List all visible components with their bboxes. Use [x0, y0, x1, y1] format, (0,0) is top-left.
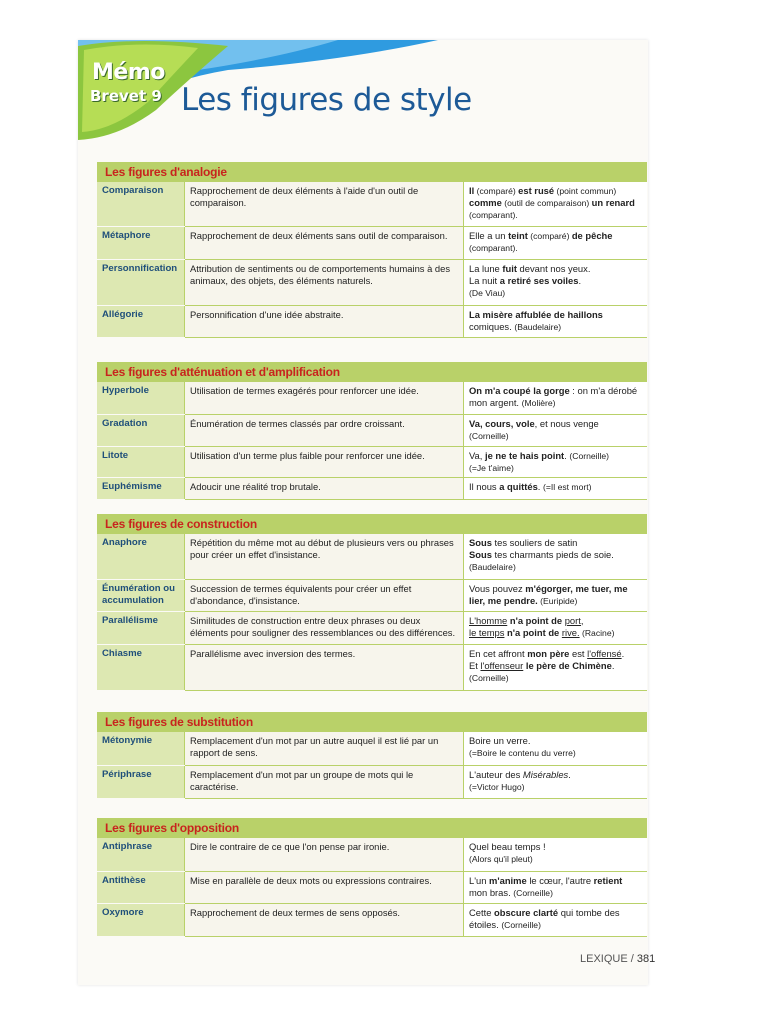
- example-cell: On m'a coupé la gorge : on m'a dérobé mon argent. (Molière): [464, 382, 648, 414]
- definition-cell: Remplacement d'un mot par un groupe de mots qui le caractérise.: [185, 765, 464, 798]
- section-title: Les figures d'atténuation et d'amplification: [97, 362, 647, 382]
- term-cell: Oxymore: [97, 903, 185, 936]
- term-cell: Antiphrase: [97, 838, 185, 871]
- table-row: [97, 871, 647, 903]
- section-title: Les figures de construction: [97, 514, 647, 534]
- example-cell: Elle a un teint (comparé) de pêche (comparant).: [464, 226, 648, 259]
- table-row: [97, 644, 647, 690]
- example-cell: Boire un verre. (=Boire le contenu du verre): [464, 732, 648, 765]
- page-title: Les figures de style: [181, 82, 472, 118]
- definition-cell: Utilisation d'un terme plus faible pour renforcer une idée.: [185, 446, 464, 477]
- section-opposition: [97, 818, 647, 937]
- table-row: [97, 765, 647, 798]
- example-cell: Vous pouvez m'égorger, me tuer, me lier, me pendre. (Euripide): [464, 579, 648, 611]
- term-cell: Parallélisme: [97, 611, 185, 644]
- section-analogie: [97, 162, 647, 338]
- table-row: [97, 732, 647, 765]
- figures-table: [97, 382, 647, 500]
- example-cell: Va, cours, vole, et nous venge (Corneille): [464, 414, 648, 446]
- table-row: [97, 259, 647, 305]
- page-footer: LEXIQUE / 381: [580, 953, 656, 965]
- figures-table: [97, 534, 647, 691]
- term-cell: Hyperbole: [97, 382, 185, 414]
- definition-cell: Remplacement d'un mot par un autre auquel il est lié par un rapport de sens.: [185, 732, 464, 765]
- term-cell: Anaphore: [97, 534, 185, 579]
- example-cell: Cette obscure clarté qui tombe des étoiles. (Corneille): [464, 903, 648, 936]
- table-row: [97, 446, 647, 477]
- page-number: 381: [636, 953, 656, 965]
- example-cell: Sous tes souliers de satin Sous tes charmants pieds de soie. (Baudelaire): [464, 534, 648, 579]
- section-title: Les figures d'analogie: [97, 162, 647, 182]
- table-row: [97, 903, 647, 936]
- term-cell: Litote: [97, 446, 185, 477]
- table-row: [97, 182, 647, 226]
- definition-cell: Rapprochement de deux éléments sans outil de comparaison.: [185, 226, 464, 259]
- table-row: [97, 477, 647, 499]
- figures-table: [97, 182, 647, 338]
- term-cell: Antithèse: [97, 871, 185, 903]
- section-attenuation-amplification: [97, 362, 647, 500]
- example-cell: Va, je ne te hais point. (Corneille) (=Je t'aime): [464, 446, 648, 477]
- table-row: [97, 305, 647, 337]
- definition-cell: Répétition du même mot au début de plusieurs vers ou phrases pour créer un effet d'insistance.: [185, 534, 464, 579]
- table-row: [97, 579, 647, 611]
- term-cell: Chiasme: [97, 644, 185, 690]
- example-cell: L'un m'anime le cœur, l'autre retient mon bras. (Corneille): [464, 871, 648, 903]
- definition-cell: Personnification d'une idée abstraite.: [185, 305, 464, 337]
- term-cell: Énumération ou accumulation: [97, 579, 185, 611]
- definition-cell: Adoucir une réalité trop brutale.: [185, 477, 464, 499]
- definition-cell: Dire le contraire de ce que l'on pense par ironie.: [185, 838, 464, 871]
- example-cell: Quel beau temps ! (Alors qu'il pleut): [464, 838, 648, 871]
- definition-cell: Similitudes de construction entre deux phrases ou deux éléments pour souligner des ressemblances ou des différences.: [185, 611, 464, 644]
- section-substitution: [97, 712, 647, 799]
- example-cell: L'auteur des Misérables. (=Victor Hugo): [464, 765, 648, 798]
- example-cell: La lune fuit devant nos yeux. La nuit a retiré ses voiles. (De Viau): [464, 259, 648, 305]
- definition-cell: Parallélisme avec inversion des termes.: [185, 644, 464, 690]
- footer-label: LEXIQUE: [580, 953, 628, 965]
- figures-table: [97, 838, 647, 937]
- table-row: [97, 838, 647, 871]
- section-construction: [97, 514, 647, 691]
- memo-badge: Mémo: [92, 60, 165, 85]
- definition-cell: Attribution de sentiments ou de comportements humains à des animaux, des objets, des éléments naturels.: [185, 259, 464, 305]
- example-cell: La misère affublée de haillons comiques. (Baudelaire): [464, 305, 648, 337]
- term-cell: Métaphore: [97, 226, 185, 259]
- table-row: [97, 226, 647, 259]
- definition-cell: Énumération de termes classés par ordre croissant.: [185, 414, 464, 446]
- definition-cell: Utilisation de termes exagérés pour renforcer une idée.: [185, 382, 464, 414]
- table-row: [97, 611, 647, 644]
- section-title: Les figures d'opposition: [97, 818, 647, 838]
- term-cell: Euphémisme: [97, 477, 185, 499]
- table-row: [97, 414, 647, 446]
- figures-table: [97, 732, 647, 799]
- section-title: Les figures de substitution: [97, 712, 647, 732]
- definition-cell: Rapprochement de deux termes de sens opposés.: [185, 903, 464, 936]
- term-cell: Allégorie: [97, 305, 185, 337]
- definition-cell: Rapprochement de deux éléments à l'aide d'un outil de comparaison.: [185, 182, 464, 226]
- term-cell: Métonymie: [97, 732, 185, 765]
- term-cell: Gradation: [97, 414, 185, 446]
- term-cell: Personnification: [97, 259, 185, 305]
- definition-cell: Succession de termes équivalents pour créer un effet d'abondance, d'insistance.: [185, 579, 464, 611]
- brevet-badge: Brevet 9: [90, 87, 162, 105]
- example-cell: En cet affront mon père est l'offensé. Et l'offenseur le père de Chimène. (Corneille): [464, 644, 648, 690]
- example-cell: Il (comparé) est rusé (point commun) comme (outil de comparaison) un renard (comparant).: [464, 182, 648, 226]
- definition-cell: Mise en parallèle de deux mots ou expressions contraires.: [185, 871, 464, 903]
- example-cell: Il nous a quittés. (=Il est mort): [464, 477, 648, 499]
- table-row: [97, 382, 647, 414]
- table-row: [97, 534, 647, 579]
- term-cell: Périphrase: [97, 765, 185, 798]
- term-cell: Comparaison: [97, 182, 185, 226]
- example-cell: L'homme n'a point de port, le temps n'a point de rive. (Racine): [464, 611, 648, 644]
